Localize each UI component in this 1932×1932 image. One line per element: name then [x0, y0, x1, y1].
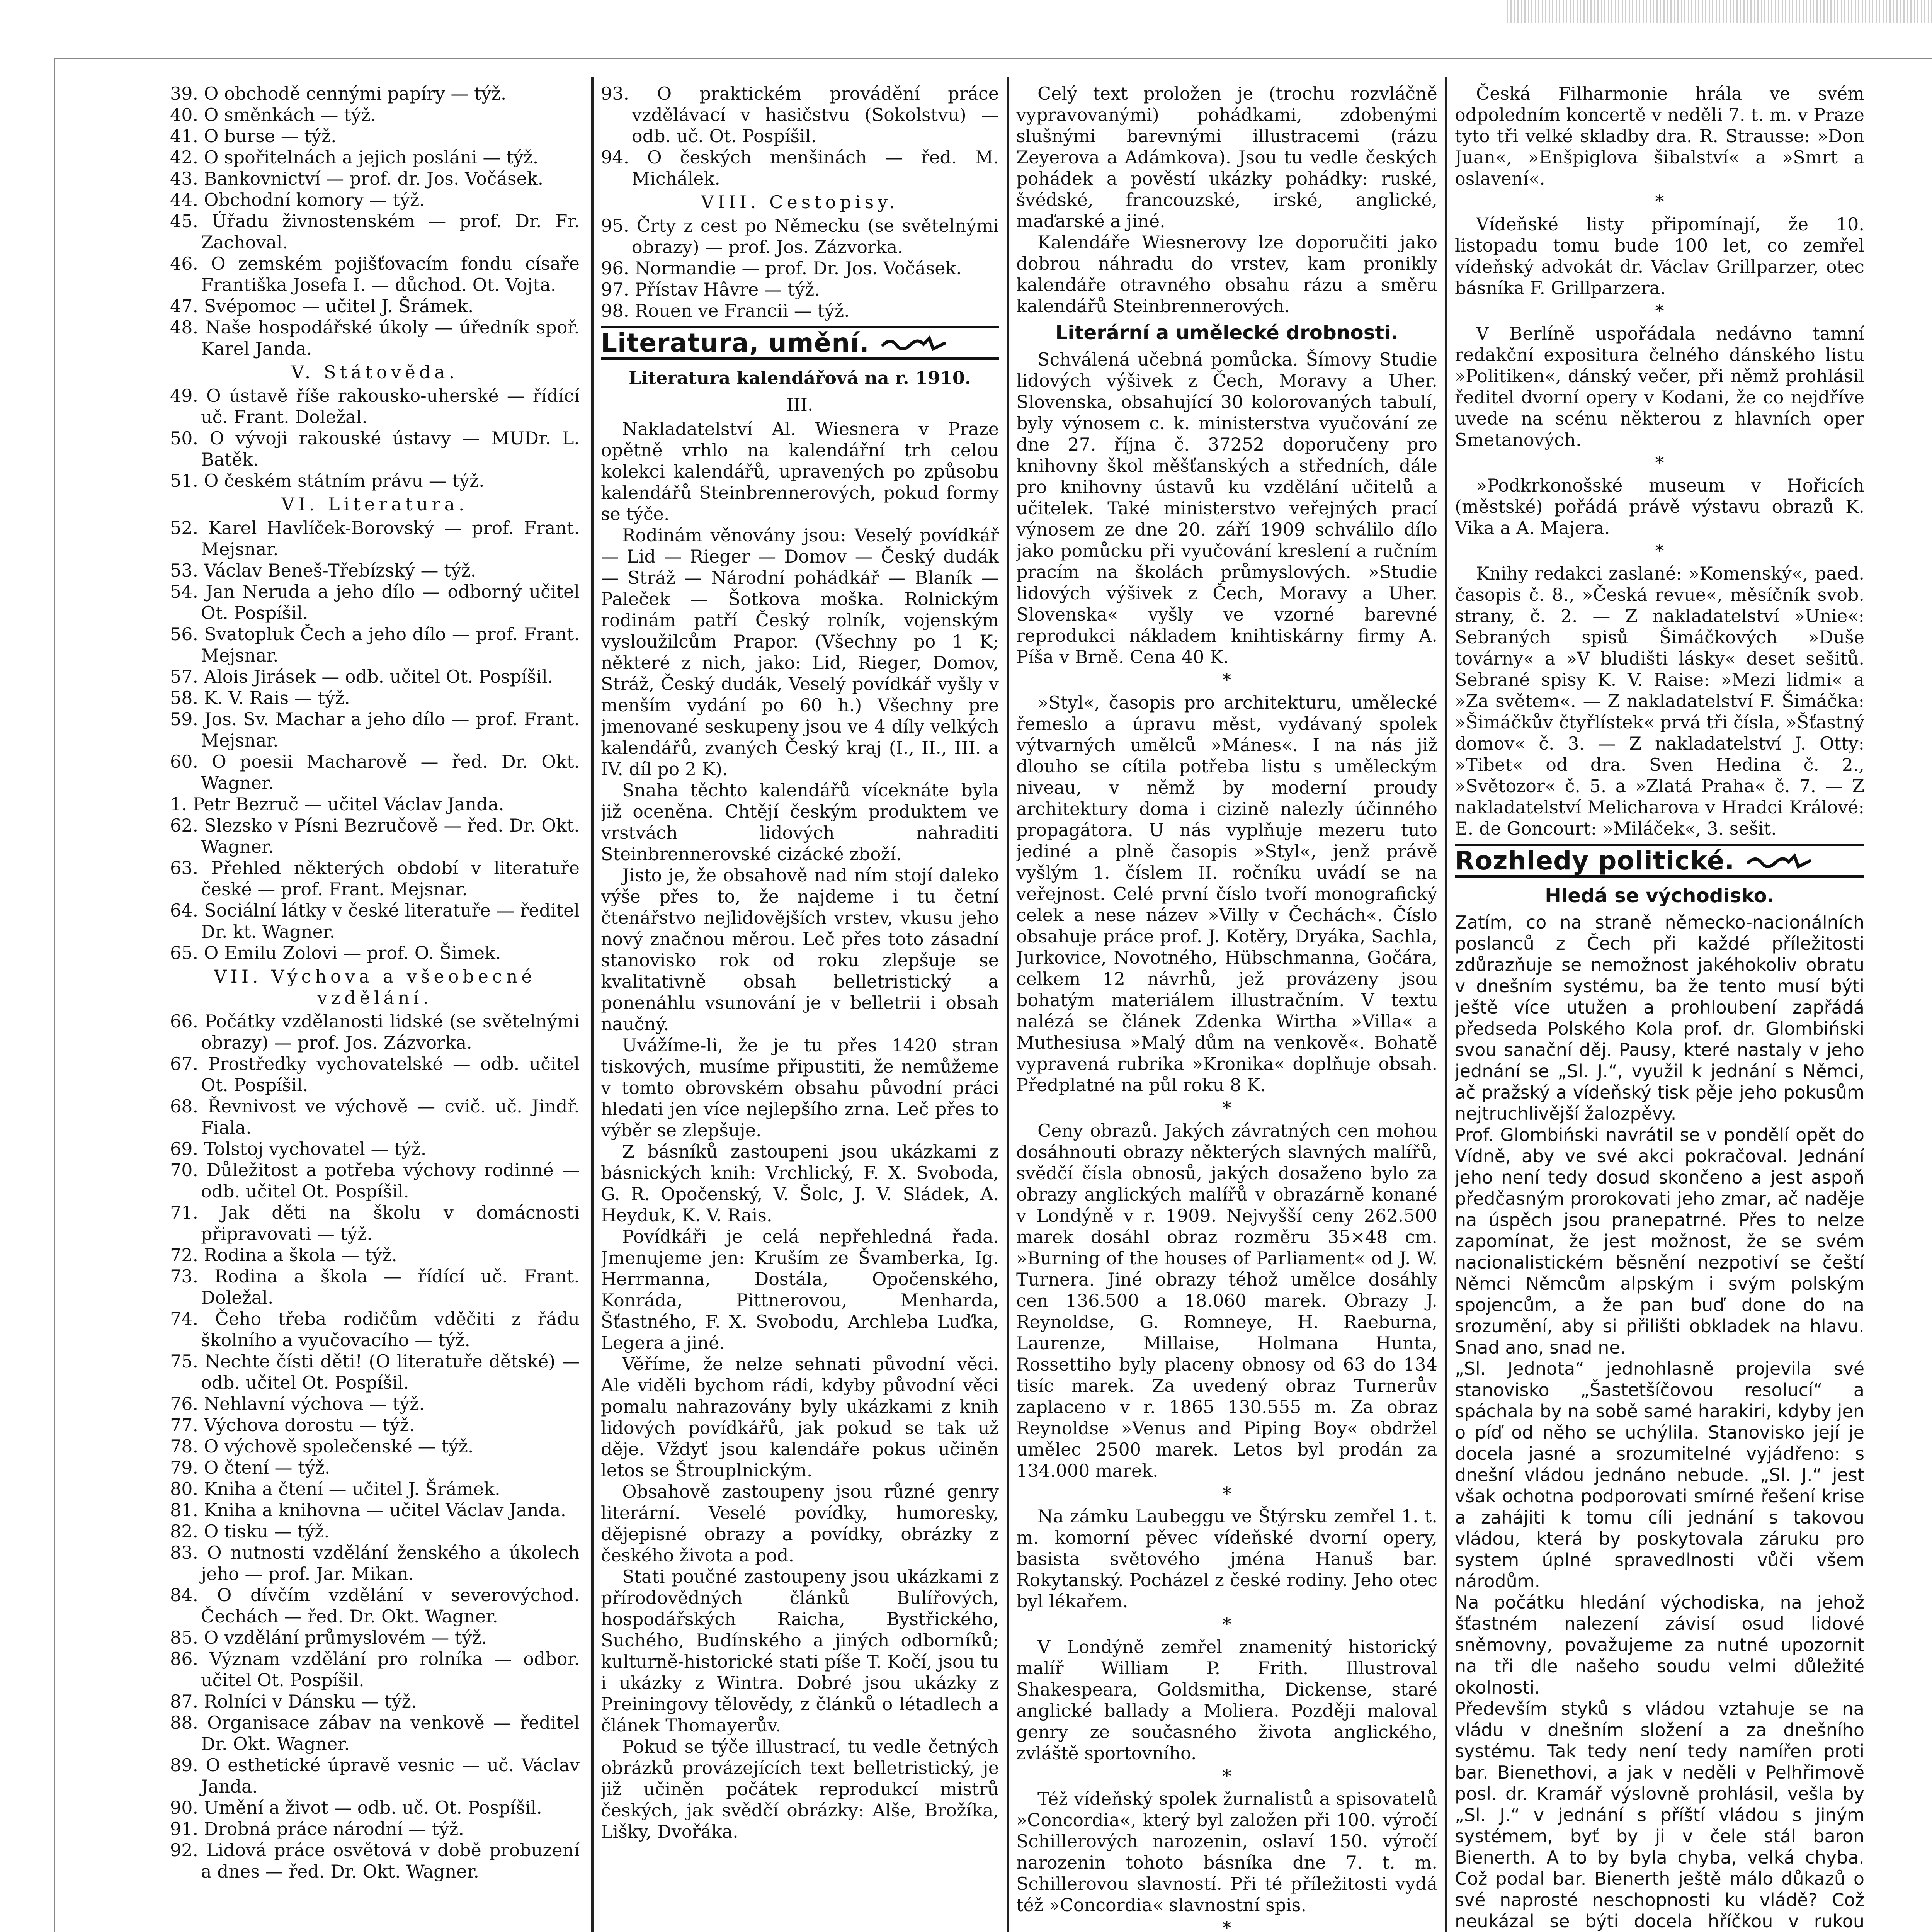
list-item: 51. O českém státním právu — týž.	[170, 470, 485, 491]
list-item: 68. Řevnivost ve výchově — cvič. uč. Jindř. Fiala.	[170, 1096, 580, 1138]
list-item: 78. O výchově společenské — týž.	[170, 1436, 474, 1457]
list-item: 66. Počátky vzdělanosti lidské (se světelnými obrazy) — prof. Jos. Zázvorka.	[170, 1011, 580, 1053]
section-heading-v: V. Státověda.	[291, 362, 459, 383]
article-title: Literatura kalendářová na r. 1910.	[629, 367, 971, 388]
column-1	[170, 83, 580, 1932]
list-item: 75. Nechte čísti děti! (O literatuře dětské) — odb. učitel Ot. Pospíšil.	[170, 1351, 580, 1393]
list-item: 95. Črty z cest po Německu (se světelnými obrazy) — prof. Jos. Zázvorka.	[601, 215, 999, 257]
list-item: 64. Sociální látky v české literatuře — ředitel Dr. kt. Wagner.	[170, 900, 580, 942]
column-rule-2	[1007, 77, 1009, 1932]
list-item: 92. Lidová práce osvětová v době probuzení a dnes — řed. Dr. Okt. Wagner.	[170, 1840, 580, 1882]
paragraph: Povídkáři je celá nepřehledná řada. Jmenujeme jen: Kruším ze Švamberka, Ig. Herrmanna, Dostála, Opočenského, Konráda, Pittnerovou, Menharda, Šťastného, F. X. Svobodu, Archleba Luďka, Legera a jiné.	[601, 1226, 999, 1353]
section-heading-viii: VIII. Cestopisy.	[701, 192, 899, 213]
article-part: III.	[786, 394, 813, 415]
paragraph: Česká Filharmonie hrála ve svém odpoledním koncertě v neděli 7. t. m. v Praze tyto tři velké skladby dra. R. Strausse: »Don Juan«, »Enšpiglova šibalství« a »Smrt a oslavení«.	[1455, 83, 1864, 189]
section-heading-vi: VI. Literatura.	[281, 494, 468, 515]
list-item: 49. O ústavě říše rakousko-uherské — řídící uč. Frant. Doležal.	[170, 385, 580, 427]
paragraph: Prof. Glombiński navrátil se v pondělí opět do Vídně, aby ve své akci pokračoval. Jednání jeho není tedy dosud skončeno a jest aspoň předčasným prorokovati jeho zmar, ač naděje na úspěch jsou pranepatrné. Přes to nelze zapomínat, že jest možnost, že se svém nacionalistickém běsnění nezpotiví se čeští Němci Němcům alpským i svým polským spojencům, a že pan buď done do na srozumění, aby si přilišti obkladek na hlavu. Snad ano, snad ne.	[1455, 1124, 1864, 1358]
paragraph: V Berlíně uspořádala nedávno tamní redakční expositura čelného dánského listu »Politiken«, dánský večer, při němž prohlásil ředitel dvorní opery v Kodani, že co nejdříve uvede na scénu některou z hlavních oper Smetanových.	[1455, 323, 1864, 450]
list-item: 60. O poesii Macharově — řed. Dr. Okt. Wagner.	[170, 751, 580, 793]
column-rule-3	[1445, 77, 1447, 1932]
list-item: 85. O vzdělání průmyslovém — týž.	[170, 1627, 487, 1648]
list-item: 90. Umění a život — odb. uč. Ot. Pospíšil.	[170, 1797, 542, 1818]
list-item: 87. Rolníci v Dánsku — týž.	[170, 1691, 417, 1712]
list-item: 48. Naše hospodářské úkoly — úředník spoř. Karel Janda.	[170, 317, 580, 359]
paragraph: Obsahově zastoupeny jsou různé genry literární. Veselé povídky, humoresky, dějepisné obrazy a povídky, obrázky z českého života a pod.	[601, 1481, 999, 1566]
list-item: 46. O zemském pojišťovacím fondu císaře Františka Josefa I. — důchod. Ot. Vojta.	[170, 253, 580, 295]
paragraph: Nakladatelství Al. Wiesnera v Praze opětně vrhlo na kalendářní trh celou kolekci kalendářů, upravených po způsobu kalendářů Steinbrennerových, pokud formy se týče.	[601, 418, 999, 524]
separator-star: *	[1222, 1483, 1231, 1504]
paragraph: Na počátku hledání východiska, na jehož šťastném nalezení závisí osud lidové sněmovny, považujeme za nutné upozornit na tři dle našeho soudu velmi důležité okolnosti.	[1455, 1592, 1864, 1698]
column-4	[1455, 83, 1864, 1932]
paragraph: Uvážíme-li, že je tu přes 1420 stran tiskových, musíme připustiti, že nemůžeme v tomto obrovském obsahu původní práci hledati jen více nejlepšího zrna. Leč přes to výběr se zlepšuje.	[601, 1035, 999, 1141]
list-item: 65. O Emilu Zolovi — prof. O. Šimek.	[170, 942, 501, 963]
list-item: 98. Rouen ve Francii — týž.	[601, 300, 850, 321]
paragraph: Schválená učebná pomůcka. Šímovy Studie lidových výšivek z Čech, Moravy a Uher. Slovenska, obsahující 30 kolorovaných tabulí, byly výnosem c. k. ministerstva vyučování ze dne 27. října č. 37252 doporučeny pro knihovny škol měšťanských a středních, dále pro knihovny ústavů ku vzdělání učitelů a učitelek. Také ministerstvo veřejných prací výnosem ze dne 20. září 1909 schválilo dílo jako pomůcku při vyučování kreslení a ručním pracím na školách průmyslových. »Studie lidových výšivek z Čech, Moravy a Uher. Slovenska« vyšly ve vzorné barevné reprodukci nákladem knihtiskárny firmy A. Píša v Brně. Cena 40 K.	[1016, 349, 1437, 667]
section-banner-politics	[1455, 844, 1864, 878]
paragraph: Pokud se týče illustrací, tu vedle četných obrázků provázejících text belletristický, je již učiněn počátek reprodukcí mistrů českých, jak svědčí obrázky: Alše, Brožíka, Lišky, Dvořáka.	[601, 1736, 999, 1842]
paragraph: Celý text proložen je (trochu rozvláčně vypravovanými) pohádkami, zdobenými slušnými barevnými illustracemi (rázu Zeyerova a Adámkova). Jsou tu vedle českých pohádek a pověstí ukázky pohádky: ruské, švédské, francouzské, irské, anglické, maďarské a jiné.	[1016, 83, 1437, 231]
separator-star: *	[1222, 669, 1231, 690]
separator-star: *	[1655, 191, 1664, 212]
list-item: 43. Bankovnictví — prof. dr. Jos. Vočásek.	[170, 168, 544, 189]
paragraph: Zatím, co na straně německo-nacionálních poslanců z Čech při každé příležitosti zdůrazňuje se nemožnost jakéhokoliv obratu v dnešním systému, ba že tento musí býti ještě více utužen a prohloubení zapřádá předseda Polského Kola prof. dr. Glombiński svou sanační děj. Pausy, které nastaly v jeho jednání se „Sl. J.“, využil k jednání s Němci, ač pražský a vídeňský tisk pěje jeho pokusům nejtruchlivější žalozpěvy.	[1455, 912, 1864, 1124]
scan-edge-noise	[1507, 0, 1932, 23]
list-item: 41. O burse — týž.	[170, 126, 337, 146]
paragraph: Především styků s vládou vztahuje se na vládu v dnešním složení a za dnešního systému. Tak tedy není tedy namířen proti bar. Bienethovi, a jak v neděli v Pelhřimově posl. dr. Kramář výslovně prohlásil, vešla by „Sl. J.“ v jednání s příští vládou s jiným systémem, byť by ji v čele stál baron Bienerth. A to by byla chyba, velká chyba. Což podal bar. Bienerth ještě málo důkazů o své naprosté neschopnosti ku vládě? Což neukázal se býti docela hříčkou v rukou	[1455, 1698, 1864, 1932]
list-item: 79. O čtení — týž.	[170, 1457, 330, 1478]
list-item: 56. Svatopluk Čech a jeho dílo — prof. Frant. Mejsnar.	[170, 624, 580, 666]
list-item: 84. O dívčím vzdělání v severovýchod. Čechách — řed. Dr. Okt. Wagner.	[170, 1585, 580, 1627]
list-item: 70. Důležitost a potřeba výchovy rodinné — odb. učitel Ot. Pospíšil.	[170, 1160, 580, 1202]
separator-star: *	[1222, 1765, 1231, 1786]
list-item: 72. Rodina a škola — týž.	[170, 1245, 397, 1265]
paragraph: Stati poučné zastoupeny jsou ukázkami z přírodovědných článků Bulířových, hospodářských Raicha, Bystřického, Suchého, Budínského a jiných odborníků; kulturně-historické stati píše T. Kočí, jsou tu i ukázky z Wintra. Dobré jsou ukázky z Preiningovy tělovědy, z článků o létadlech a článek Thomayerův.	[601, 1566, 999, 1736]
list-item: 54. Jan Neruda a jeho dílo — odborný učitel Ot. Pospíšil.	[170, 581, 580, 623]
list-item: 47. Svépomoc — učitel J. Šrámek.	[170, 296, 474, 316]
article-title: Hledá se východisko.	[1545, 884, 1774, 907]
paragraph: Věříme, že nelze sehnati původní věci. Ale viděli bychom rádi, kdyby původní věci pomalu nahrazovány byly ukázkami z knih lidových povídkářů, jak pokud se tak už děje. Vždyť jsou kalendáře pokus učiněn letos se Štrouplnickým.	[601, 1354, 999, 1481]
list-item: 86. Význam vzdělání pro rolníka — odbor. učitel Ot. Pospíšil.	[170, 1648, 580, 1690]
list-item: 40. O směnkách — týž.	[170, 104, 376, 125]
paragraph: Též vídeňský spolek žurnalistů a spisovatelů »Concordia«, který byl založen při 100. výročí Schillerových narozenin, oslaví 150. výročí narozenin tohoto básníka dne 7. t. m. Schillerovou slavností. Při té příležitosti vydá též »Concordia« slavnostní spis.	[1016, 1788, 1437, 1915]
list-item: 39. O obchodě cennými papíry — týž.	[170, 83, 507, 104]
paragraph: Jisto je, že obsahově nad ním stojí daleko výše přes to, že najdeme i tu četní čtenářstvo nejlidovějších vrstev, vkusu jeho nový značnou měrou. Leč přes toto zásadní stanovisko rok od roku zlepšuje se kvalitativně obsah belletristický a ponenáhlu vsunování je v belletrii i obsah naučný.	[601, 865, 999, 1034]
list-item: 76. Nehlavní výchova — týž.	[170, 1393, 425, 1414]
paragraph: Knihy redakci zaslané: »Komenský«, paed. časopis č. 8., »Česká revue«, měsíčník svob. strany, č. 2. — Z nakladatelství »Unie«: Sebraných spisů Šimáčkových »Duše továrny« a »V bludišti lásky« deset sešitů. Sebrané spisy K. V. Raise: »Mezi lidmi« a »Za světem«. — Z nakladatelství F. Šimáčka: »Šimáčkův čtyřlístek« prvá tři čísla, »Šťastný domov« č. 3. — Z nakladatelství J. Otty: »Tibet« od dra. Sven Hedina č. 2., »Světozor« č. 5. a »Zlatá Praha« č. 7. — Z nakladatelství Melicharova v Hradci Králové: E. de Goncourt: »Miláček«, 3. sešit.	[1455, 563, 1864, 839]
paragraph: Snaha těchto kalendářů víceknáte byla již oceněna. Chtějí českým produktem ve vrstvách lidových nahraditi Steinbrennerovské cizácké zboží.	[601, 780, 999, 864]
list-item: 52. Karel Havlíček-Borovský — prof. Frant. Mejsnar.	[170, 517, 580, 560]
separator-star: *	[1655, 300, 1664, 321]
section-heading-vii: VII. Výchova a všeobecné vzdělání.	[214, 966, 536, 1008]
paragraph: „Sl. Jednota“ jednohlasně projevila své stanovisko „Šastetšíčovou resolucí“ a spáchala by na sobě samé harakiri, kdyby jen o píď od něho se uchýlila. Stanovisko její je docela jasné a srozumitelné vyjádřeno: s dnešní vládou jednáno nebude. „Sl. J.“ jest však ochotna podporovati smírné řešení krise a zahájiti k tomu cíli jednání s takovou vládou, která by poskytovala záruku pro system úplné spravedlnosti vůči všem národům.	[1455, 1358, 1864, 1592]
flourish-icon	[1746, 851, 1812, 871]
paragraph: Vídeňské listy připomínají, že 10. listopadu tomu bude 100 let, co zemřel vídeňský advokát dr. Václav Grillparzer, otec básníka F. Grillparzera.	[1455, 214, 1864, 298]
paragraph: Rodinám věnovány jsou: Veselý povídkář — Lid — Rieger — Domov — Český dudák — Stráž — Národní pohádkář — Blaník — Paleček — Šotkova moška. Rolnickým rodinám patří Český rolník, vojenským vysloužilcům Prapor. (Všechny po 1 K; některé z nich, jako: Lid, Rieger, Domov, Stráž, Český dudák, Veselý povídkář vyšly v menším vydání po 60 h.) Všechny pre jmenované seskupeny jsou ve 4 díly velkých kalendářů, zvaných Český kraj (I., II., III. a IV. díl po 2 K).	[601, 525, 999, 779]
list-item: 81. Kniha a knihovna — učitel Václav Janda.	[170, 1500, 566, 1520]
list-item: 42. O spořitelnách a jejich posláni — týž.	[170, 147, 539, 168]
section-heading-literary-notes: Literární a umělecké drobnosti.	[1055, 321, 1398, 344]
list-item: 69. Tolstoj vychovatel — týž.	[170, 1138, 427, 1159]
list-item: 67. Prostředky vychovatelské — odb. učitel Ot. Pospíšil.	[170, 1053, 580, 1095]
banner-title: Literatura, umění.	[601, 328, 869, 358]
list-item: 45. Úřadu živnostenském — prof. Dr. Fr. Zachoval.	[170, 211, 580, 253]
separator-star: *	[1222, 1917, 1231, 1932]
list-item: 50. O vývoji rakouské ústavy — MUDr. L. Batěk.	[170, 428, 580, 470]
column-2	[601, 83, 999, 1932]
paragraph: Kalendáře Wiesnerovy lze doporučiti jako dobrou náhradu do vrstev, kam pronikly kalendáře otravného obsahu rázu a směru kalendářů Steinbrennerových.	[1016, 232, 1437, 316]
list-item: 74. Čeho třeba rodičům vděčiti z řádu školního a vyučovacího — týž.	[170, 1308, 580, 1350]
paragraph: V Londýně zemřel znamenitý historický malíř William P. Frith. Illustroval Shakespeara, Goldsmitha, Dickense, staré anglické ballady a Moliera. Později maloval genry ze současného života anglického, zvláště sportovního.	[1016, 1636, 1437, 1764]
list-item: 83. O nutnosti vzdělání ženského a úkolech jeho — prof. Jar. Mikan.	[170, 1542, 580, 1584]
list-item: 1. Petr Bezruč — učitel Václav Janda.	[170, 794, 504, 815]
list-item: 80. Kniha a čtení — učitel J. Šrámek.	[170, 1478, 500, 1499]
separator-star: *	[1222, 1097, 1231, 1118]
paragraph: Z básníků zastoupeni jsou ukázkami z básnických knih: Vrchlický, F. X. Svoboda, G. R. Opočenský, V. Šolc, J. V. Sládek, A. Heyduk, K. V. Rais.	[601, 1141, 999, 1226]
separator-star: *	[1222, 1614, 1231, 1634]
paragraph: »Styl«, časopis pro architekturu, umělecké řemeslo a úpravu měst, vydávaný spolek výtvarných umělců »Mánes«. I na nás již dlouho se cítila potřeba listu s uměleckým niveau, v němž by moderní proudy architektury doma i cizině nalezly účinného propagátora. U nás vyplňuje mezeru tuto jediné a plně časopis »Styl«, jenž právě vyšlým 1. číslem II. ročníku uvádí se na veřejnost. Celé první číslo tvoří monografický celek a nese název »Villy v Čechách«. Číslo obsahuje práce prof. J. Kotěry, Dryáka, Sachla, Jurkovice, Novotného, Hübschmanna, Gočára, celkem 12 návrhů, jež provázeny jsou bohatým materiálem illustračním. V textu nalézá se článek Zdenka Wirtha »Villa« a Muthesiusa »Malý dům na venkově«. Bohatě vypravená rubrika »Kronika« doplňuje obsah. Předplatné na půl roku 8 K.	[1016, 692, 1437, 1095]
banner-title: Rozhledy politické.	[1455, 846, 1735, 876]
flourish-icon	[881, 333, 947, 353]
paragraph: »Podkrkonošské museum v Hořicích (městské) pořádá právě výstavu obrazů K. Vika a A. Majera.	[1455, 475, 1864, 538]
list-item: 53. Václav Beneš-Třebízský — týž.	[170, 560, 476, 581]
list-item: 57. Alois Jirásek — odb. učitel Ot. Pospíšil.	[170, 666, 553, 687]
list-item: 93. O praktickém provádění práce vzdělávací v hasičstvu (Sokolstvu) — odb. uč. Ot. Pospíšil.	[601, 83, 999, 146]
list-item: 89. O esthetické úpravě vesnic — uč. Václav Janda.	[170, 1755, 580, 1797]
separator-star: *	[1655, 540, 1664, 561]
list-item: 63. Přehled některých období v literatuře české — prof. Frant. Mejsnar.	[170, 857, 580, 900]
list-item: 58. K. V. Rais — týž.	[170, 687, 350, 708]
list-item: 91. Drobná práce národní — týž.	[170, 1818, 464, 1839]
list-item: 73. Rodina a škola — řídící uč. Frant. Doležal.	[170, 1266, 580, 1308]
column-rule-1	[591, 77, 594, 1932]
column-3	[1016, 83, 1437, 1932]
paragraph: Na zámku Laubeggu ve Štýrsku zemřel 1. t. m. komorní pěvec vídeňské dvorní opery, basista světového jména Hanuš bar. Rokytanský. Pocházel z české rodiny. Jeho otec byl lékařem.	[1016, 1506, 1437, 1612]
list-item: 82. O tisku — týž.	[170, 1521, 330, 1542]
list-item: 59. Jos. Sv. Machar a jeho dílo — prof. Frant. Mejsnar.	[170, 709, 580, 751]
section-banner-literature	[601, 326, 999, 360]
paragraph: Ceny obrazů. Jakých závratných cen mohou dosáhnouti obrazy některých slavných malířů, svědčí čísla obnosů, jakých dosaženo bylo za obrazy anglických malířů v obrazárně konané v Londýně v r. 1909. Nejvyšší ceny 262.500 marek dosáhl obraz rozměru 35×48 cm. »Burning of the houses of Parliament« od J. W. Turnera. Jiné obrazy téhož umělce dosáhly cen 136.500 a 18.060 marek. Obrazy J. Reynoldse, G. Romneye, H. Raeburna, Laurenze, Millaise, Holmana Hunta, Rossettiho byly placeny obnosy od 63 do 134 tisíc marek. Za uvedený obraz Turnerův zaplaceno v r. 1865 130.555 m. Za obraz Reynoldse »Venus and Piping Boy« obdržel umělec 2500 marek. Letos byl prodán za 134.000 marek.	[1016, 1120, 1437, 1481]
list-part-a	[170, 83, 580, 359]
list-item: 96. Normandie — prof. Dr. Jos. Vočásek.	[601, 258, 962, 279]
separator-star: *	[1655, 452, 1664, 473]
list-item: 94. O českých menšinách — řed. M. Michálek.	[601, 147, 999, 189]
list-item: 44. Obchodní komory — týž.	[170, 189, 425, 210]
list-item: 97. Přístav Hâvre — týž.	[601, 279, 820, 300]
list-item: 77. Výchova dorostu — týž.	[170, 1415, 415, 1435]
list-item: 71. Jak děti na školu v domácnosti připravovati — týž.	[170, 1202, 580, 1244]
list-item: 62. Slezsko v Písni Bezručově — řed. Dr. Okt. Wagner.	[170, 815, 580, 857]
list-item: 88. Organisace zábav na venkově — ředitel Dr. Okt. Wagner.	[170, 1712, 580, 1754]
